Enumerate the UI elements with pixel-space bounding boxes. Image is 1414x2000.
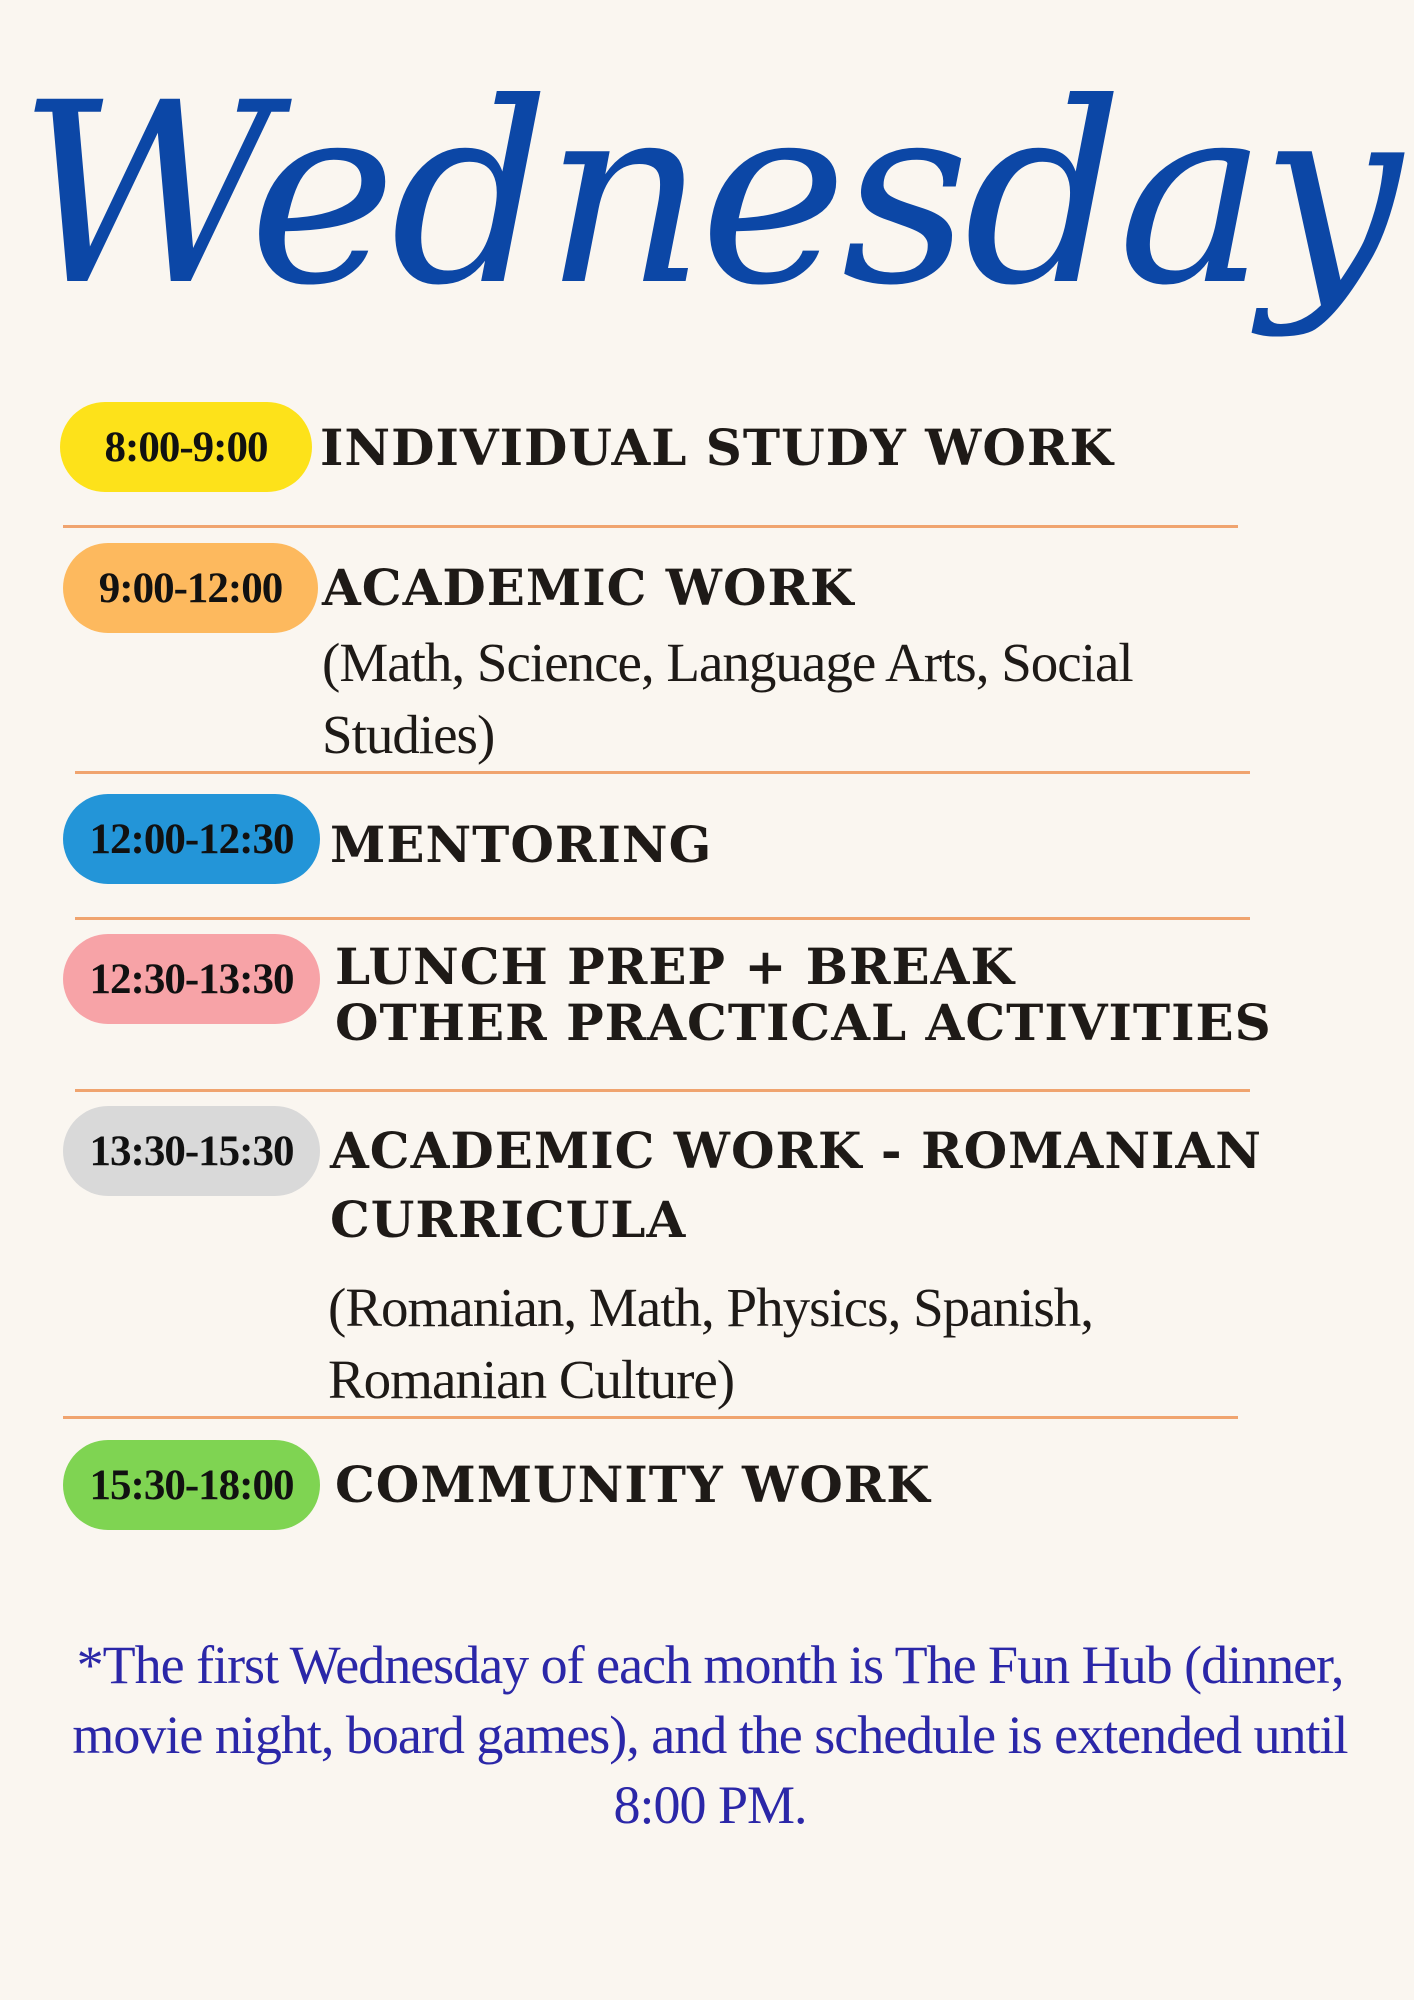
- time-badge-4: 12:30-13:30: [63, 934, 320, 1024]
- divider-3: [75, 917, 1250, 920]
- time-badge-3: 12:00-12:30: [63, 794, 320, 884]
- activity-title-1: INDIVIDUAL STUDY WORK: [320, 418, 1114, 477]
- page-title: Wednesday: [17, 49, 1397, 340]
- activity-title-3: MENTORING: [330, 815, 713, 874]
- activity-title-4-line2: OTHER PRACTICAL ACTIVITIES: [335, 993, 1272, 1052]
- divider-1: [63, 525, 1238, 528]
- activity-details-5: (Romanian, Math, Physics, Spanish, Romanian Culture): [328, 1277, 1094, 1410]
- divider-5: [63, 1416, 1238, 1419]
- footnote: *The first Wednesday of each month is The Fun Hub (dinner, movie night, board games), and the schedule is extended until 8:00 PM.: [72, 1635, 1348, 1835]
- activity-title-6: COMMUNITY WORK: [335, 1455, 931, 1514]
- activity-details-2: (Math, Science, Language Arts, Social Studies): [322, 632, 1133, 765]
- activity-title-4: LUNCH PREP + BREAK: [335, 937, 1015, 996]
- activity-title-5-line2: CURRICULA: [330, 1190, 687, 1249]
- divider-4: [75, 1089, 1250, 1092]
- time-badge-1: 8:00-9:00: [60, 402, 312, 492]
- divider-2: [75, 771, 1250, 774]
- time-badge-6: 15:30-18:00: [63, 1440, 320, 1530]
- time-badge-5: 13:30-15:30: [63, 1106, 320, 1196]
- activity-title-2: ACADEMIC WORK: [322, 558, 855, 617]
- time-badge-2: 9:00-12:00: [63, 543, 318, 633]
- activity-title-5: ACADEMIC WORK - ROMANIAN: [330, 1121, 1262, 1180]
